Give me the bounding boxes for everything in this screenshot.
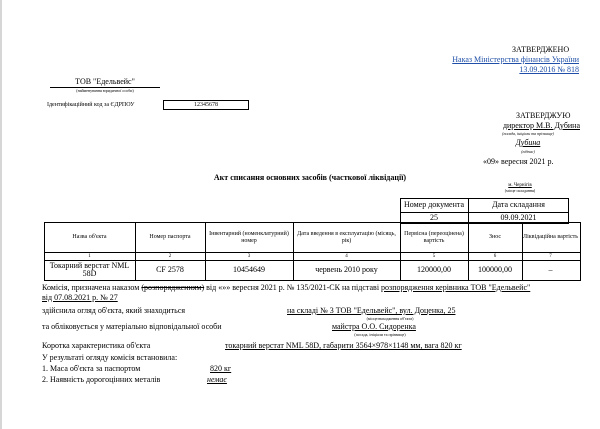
- place-caption: (місце складання): [504, 188, 536, 193]
- approval-date: «09» вересня 2021 р.: [483, 157, 554, 166]
- header-liquidation-value: Ліквідаційна вартість: [523, 234, 578, 241]
- location-value: на складі № 3 ТОВ "Едельвейс", вул. Доценка, 25: [287, 306, 456, 315]
- document-title: Акт списання основних засобів (часткової ліквідації): [213, 173, 407, 182]
- director-name: директор М.В. Дубина: [502, 121, 580, 130]
- row-depreciation: 100000,00: [478, 264, 512, 274]
- edrpou-field: 12345678: [163, 100, 249, 110]
- col-number: 1: [88, 253, 91, 259]
- inspect-label: здійснила огляд об'єкта, який знаходиться: [42, 306, 186, 315]
- doc-number-value: 25: [430, 212, 438, 222]
- ministry-order-link[interactable]: Наказ Міністерства фінансів України: [452, 55, 579, 64]
- header-commission-date: Дата введення в експлуатацію (місяць, рік): [297, 231, 396, 244]
- doc-date-value: 09.09.2021: [500, 212, 537, 222]
- doc-number-header: Номер документа: [403, 200, 464, 210]
- approved-label: ЗАТВЕРДЖЕНО: [512, 45, 570, 54]
- signature: Дубина: [515, 138, 541, 147]
- row-passport: CF 2578: [156, 264, 184, 274]
- col-number: 2: [168, 253, 172, 259]
- custody-label: та обліковується у матеріально відповідальної особи: [42, 322, 222, 331]
- row-liquidation-value: –: [548, 264, 553, 274]
- approve-label: ЗАТВЕРДЖУЮ: [516, 111, 571, 120]
- order-basis: розпорядження керівника ТОВ "Едельвейс": [381, 283, 531, 292]
- page-left-edge: [0, 0, 2, 429]
- col-number: 7: [549, 253, 552, 259]
- commission-text: [42, 284, 530, 292]
- director-caption: (посада, ініціали та прізвище): [502, 131, 554, 136]
- signature-caption: (підпис): [521, 149, 535, 154]
- row-name: Токарний верстат NML 58D: [49, 260, 130, 278]
- location-caption: (місцезнаходження об'єкта): [366, 316, 414, 321]
- row-commission-date: червень 2010 року: [315, 264, 378, 274]
- row-initial-value: 120000,00: [417, 264, 451, 274]
- org-name-caption: (найменування юридичної особи): [76, 88, 134, 93]
- commission-text-1: Комісія, призначена наказом: [42, 283, 140, 292]
- ministry-order-date-link[interactable]: 13.09.2016 № 818: [519, 65, 579, 74]
- struck-word: (розпорядженням): [141, 283, 205, 292]
- edrpou-label: Ідентифікаційний код за ЄДРПОУ: [47, 102, 135, 108]
- col-number: 6: [493, 253, 497, 259]
- item2-label: 2. Наявність дорогоцінних металів: [42, 375, 161, 384]
- header-depreciation: Знос: [488, 234, 502, 241]
- header-passport: Номер паспорта: [149, 234, 191, 241]
- row-inventory: 10454649: [233, 264, 265, 274]
- findings-label: У результаті огляду комісія встановила:: [42, 353, 178, 362]
- header-inventory: Інвентарний (номенклатурний) номер: [209, 231, 289, 244]
- header-name: Назва об'єкта: [72, 234, 107, 241]
- item2-value: немає: [207, 375, 227, 384]
- custody-caption: (посада, ініціали та прізвище): [354, 332, 406, 337]
- custody-value: майстра О.О. Сидоренка: [332, 322, 416, 331]
- item1-label: 1. Маса об'єкта за паспортом: [42, 364, 141, 373]
- item1-value: 820 кг: [210, 364, 232, 373]
- order-date: від 07.08.2021 р. № 27: [42, 293, 118, 302]
- col-number: 4: [345, 253, 348, 259]
- header-initial-value: Первісна (переоцінена) вартість: [404, 231, 464, 244]
- place: м. Чернігів: [508, 183, 532, 188]
- org-name: ТОВ "Едельвейс": [75, 77, 135, 86]
- col-number: 3: [247, 253, 251, 259]
- col-number: 5: [432, 253, 436, 259]
- doc-date-header: Дата складання: [492, 200, 545, 210]
- summary-value: токарний верстат NML 58D, габарити 3564×978×1148 мм, вага 820 кг: [225, 341, 462, 350]
- commission-text-2: від «»» вересня 2021 р. № 135/2021-СК на підставі: [206, 283, 380, 292]
- summary-label: Коротка характеристика об'єкта: [42, 341, 151, 350]
